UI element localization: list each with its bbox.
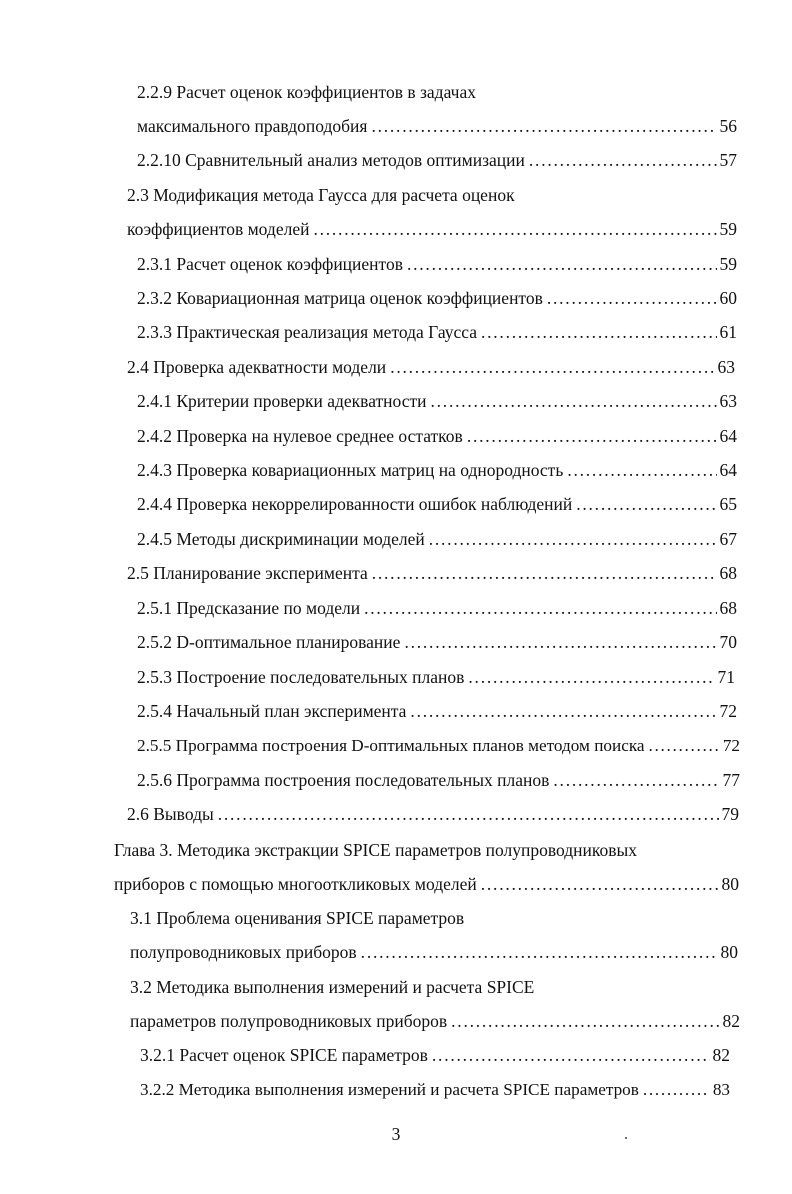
- toc-entry: 2.5 Планирование эксперимента . . . 68: [127, 561, 737, 585]
- toc-page: 71: [717, 667, 735, 687]
- toc-page: 79: [721, 804, 739, 824]
- toc-entry: 3.2.1 Расчет оценок SPICE параметров . . . 82: [140, 1043, 730, 1067]
- toc-line: 2.3 Модификация метода Гаусса для расчета оценок: [127, 185, 515, 205]
- toc-entry: 2.5.2 D-оптимальное планирование . . . 70: [137, 630, 737, 654]
- dot-leader: [553, 768, 719, 792]
- toc-entry: 2.4.1 Критерии проверки адекватности . . . 63: [137, 389, 737, 413]
- toc-page: 68: [719, 598, 737, 618]
- toc-page: 65: [719, 494, 737, 514]
- toc-page: 82: [722, 1011, 740, 1031]
- toc-entry: 2.3.3 Практическая реализация метода Гаусса . . . 61: [137, 320, 737, 344]
- toc-entry: параметров полупроводниковых приборов . . . 82: [130, 1009, 740, 1033]
- toc-entry: 2.5.6 Программа построения последовательных планов . . . 77: [137, 768, 740, 792]
- toc-page: 72: [719, 701, 737, 721]
- dot-leader: [404, 630, 716, 654]
- toc-entry: 2.3.2 Ковариационная матрица оценок коэффициентов . . . 60: [137, 286, 737, 310]
- dot-leader: [481, 320, 717, 344]
- toc-line: 2.2.9 Расчет оценок коэффициентов в задачах: [137, 82, 476, 102]
- dot-leader: [313, 217, 716, 241]
- toc-page: 67: [719, 529, 737, 549]
- toc-page: 63: [717, 357, 735, 377]
- toc-entry: 2.4.5 Методы дискриминации моделей . . . 67: [137, 527, 737, 551]
- scan-speck: [625, 1137, 627, 1139]
- dot-leader: [372, 561, 717, 585]
- dot-leader: [468, 665, 714, 689]
- toc-page: 56: [719, 116, 737, 136]
- toc-entry: 2.4 Проверка адекватности модели . . . 63: [127, 355, 735, 379]
- dot-leader: [467, 424, 717, 448]
- dot-leader: [529, 148, 717, 172]
- toc-entry: полупроводниковых приборов . . . 80: [130, 940, 738, 964]
- toc-entry: 2.6 Выводы . . . 79: [127, 802, 739, 826]
- toc-entry: коэффициентов моделей . . . 59: [127, 217, 737, 241]
- toc-page: 80: [721, 874, 739, 894]
- toc-entry: 3.2.2 Методика выполнения измерений и расчета SPICE параметров . . . 83: [140, 1078, 730, 1102]
- dot-leader: [481, 872, 719, 896]
- toc-page: 68: [719, 563, 737, 583]
- toc-entry: 2.5.3 Построение последовательных планов . . . 71: [137, 665, 735, 689]
- dot-leader: [431, 389, 717, 413]
- dot-leader: [361, 940, 718, 964]
- toc-entry: 2.4.3 Проверка ковариационных матриц на однородность . . . 64: [137, 458, 737, 482]
- toc-page: 63: [719, 391, 737, 411]
- toc-page: 70: [719, 632, 737, 652]
- dot-leader: [432, 1043, 710, 1067]
- toc-entry: 2.4.4 Проверка некоррелированности ошибок наблюдений . . . 65: [137, 492, 737, 516]
- toc-entry: 2.5.1 Предсказание по модели . . . 68: [137, 596, 737, 620]
- toc-entry: максимального правдоподобия . . . 56: [137, 114, 737, 138]
- toc-page: 77: [722, 770, 740, 790]
- toc-page: 64: [719, 426, 737, 446]
- dot-leader: [547, 286, 717, 310]
- page-number: 3: [391, 1124, 401, 1144]
- dot-leader: [407, 252, 717, 276]
- dot-leader: [371, 114, 716, 138]
- toc-page: 80: [720, 942, 738, 962]
- toc-page: 60: [719, 288, 737, 308]
- toc-page: 82: [712, 1045, 730, 1065]
- dot-leader: [218, 802, 719, 826]
- dot-leader: [364, 596, 716, 620]
- dot-leader: [451, 1009, 719, 1033]
- toc-line: 3.2 Методика выполнения измерений и расчета SPICE: [130, 977, 535, 997]
- dot-leader: [649, 734, 720, 758]
- dot-leader: [576, 492, 716, 516]
- dot-leader: [390, 355, 714, 379]
- dot-leader: [429, 527, 717, 551]
- toc-page: 59: [719, 219, 737, 239]
- toc-chapter-line: Глава 3. Методика экстракции SPICE параметров полупроводниковых: [114, 840, 637, 860]
- toc-entry: 2.2.10 Сравнительный анализ методов оптимизации . . . 57: [137, 148, 737, 172]
- toc-page: 61: [719, 322, 737, 342]
- dot-leader: [410, 699, 716, 723]
- toc-page: 59: [719, 254, 737, 274]
- toc-page: 83: [712, 1080, 730, 1099]
- toc-page: 72: [722, 736, 740, 755]
- toc-line: 3.1 Проблема оценивания SPICE параметров: [130, 908, 465, 928]
- toc-entry: 2.3.1 Расчет оценок коэффициентов . . . 59: [137, 252, 737, 276]
- toc-page: 57: [719, 150, 737, 170]
- dot-leader: [643, 1078, 710, 1102]
- dot-leader: [567, 458, 716, 482]
- toc-entry: 2.5.5 Программа построения D-оптимальных планов методом поиска . . . 72: [137, 734, 740, 758]
- toc-entry: 2.5.4 Начальный план эксперимента . . . 72: [137, 699, 737, 723]
- toc-entry: 2.4.2 Проверка на нулевое среднее остатков . . . 64: [137, 424, 737, 448]
- toc-entry: приборов с помощью многооткликовых моделей . . . 80: [114, 872, 739, 896]
- toc-page: 64: [719, 460, 737, 480]
